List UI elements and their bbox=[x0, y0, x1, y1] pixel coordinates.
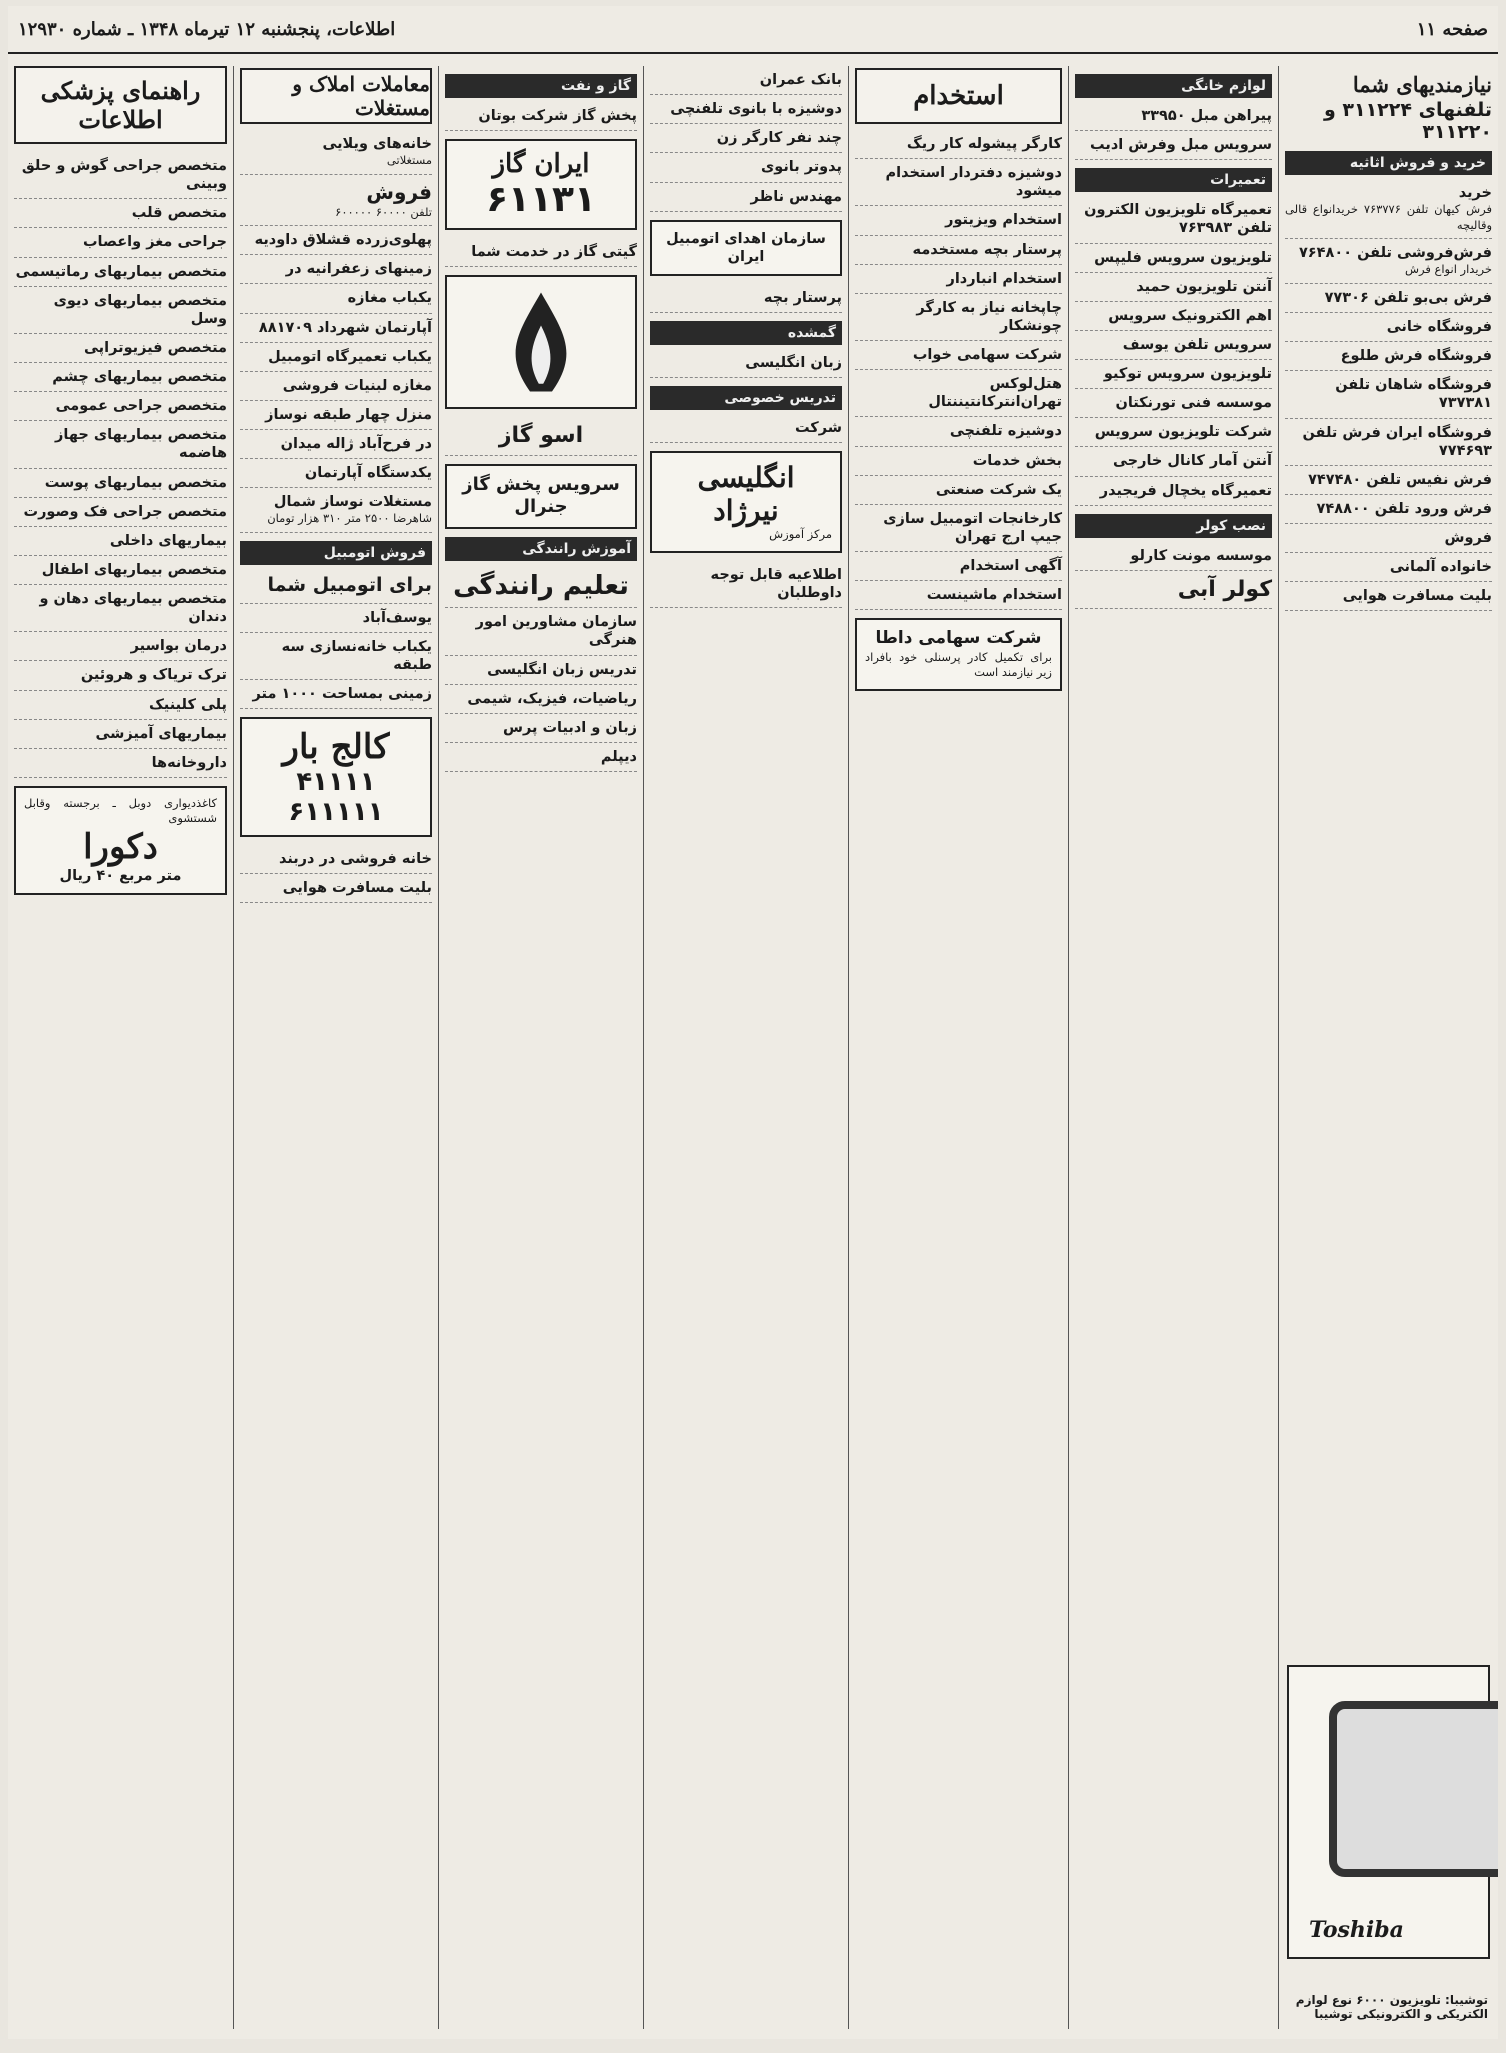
ad-item bbox=[240, 430, 432, 459]
ad-title: ترک تریاک و هروئین bbox=[80, 667, 227, 684]
ad-item bbox=[445, 656, 637, 685]
ad-item bbox=[445, 685, 637, 714]
ad-item bbox=[445, 714, 637, 743]
ad-title: پرستار بچه مستخدمه bbox=[912, 241, 1062, 258]
ad-item bbox=[1285, 495, 1492, 524]
ad-title: متخصص بیماریهای اطفال bbox=[41, 561, 227, 578]
ad-item bbox=[14, 527, 227, 556]
ad-item bbox=[240, 314, 432, 343]
decora-title: دکورا bbox=[83, 826, 158, 867]
notice bbox=[650, 561, 842, 608]
ad-title: کارگر پیشوله کار ریگ bbox=[906, 136, 1062, 152]
toshiba-caption: توشیبا: تلویزیون ۶۰۰۰ نوع لوازم الکتریکی و الکترونیکی توشیبا bbox=[1295, 1993, 1488, 2021]
ad-item bbox=[240, 633, 432, 680]
page-number: صفحه ۱۱ bbox=[1416, 18, 1488, 40]
needs-phones: تلفنهای ۳۱۱۲۲۴ و ۳۱۱۲۲۰ bbox=[1323, 99, 1492, 144]
ad-item bbox=[650, 95, 842, 124]
ad-title: دوشیزه دفتردار استخدام میشود bbox=[885, 165, 1062, 200]
ad-title: منزل چهار طبقه نوساز bbox=[265, 406, 432, 423]
section-lost: گمشده bbox=[650, 321, 842, 345]
data-company-ad bbox=[855, 618, 1062, 690]
section-tutoring: تدریس خصوصی bbox=[650, 386, 842, 410]
ad-item bbox=[240, 226, 432, 255]
ad-item bbox=[1075, 542, 1272, 571]
ad-item bbox=[855, 206, 1062, 235]
ad-item bbox=[240, 488, 432, 533]
ad-item bbox=[650, 349, 842, 378]
ad-title: پخش گاز شرکت بوتان bbox=[478, 108, 637, 124]
real-estate-banner: معاملات املاک و مستغلات bbox=[240, 68, 432, 124]
ad-item bbox=[445, 238, 637, 267]
ad-item bbox=[14, 287, 227, 334]
ad-item bbox=[240, 343, 432, 372]
ad-item bbox=[14, 421, 227, 468]
ad-item bbox=[1075, 418, 1272, 447]
ad-title: جراحی مغز واعصاب bbox=[82, 234, 227, 251]
issue-line: اطلاعات، پنجشنبه ۱۲ تیرماه ۱۳۴۸ ـ شماره ۱۲۹۳۰ bbox=[18, 18, 396, 40]
ad-title: دوشیزه با بانوی تلفنچی bbox=[670, 101, 842, 118]
ad-item bbox=[650, 153, 842, 182]
ad-item bbox=[855, 236, 1062, 265]
ad-item bbox=[240, 680, 432, 709]
iran-gas-title: ایران گاز bbox=[492, 149, 590, 180]
ad-title: کولر آبی bbox=[1177, 576, 1272, 602]
ad-item bbox=[1075, 244, 1272, 273]
ad-title: خانه‌های ویلایی bbox=[322, 136, 432, 152]
ad-title: متخصص جراحی فک وصورت bbox=[23, 503, 227, 520]
english-school-sub: مرکز آموزش bbox=[769, 527, 832, 542]
ad-item bbox=[855, 159, 1062, 206]
column-needs bbox=[1278, 66, 1498, 2029]
ad-title: متخصص قلب bbox=[131, 205, 227, 222]
ad-item bbox=[445, 102, 637, 131]
ad-title: یکباب تعمیرگاه اتومبیل bbox=[268, 348, 432, 365]
ad-item bbox=[1285, 582, 1492, 611]
ad-item bbox=[650, 414, 842, 443]
ad-title: فروش bbox=[366, 179, 432, 204]
column-real-estate bbox=[233, 66, 438, 2029]
section-cars: فروش اتومبیل bbox=[240, 541, 432, 565]
ad-item bbox=[1285, 524, 1492, 553]
ad-title: فرش بی‌بو تلفن ۷۷۳۰۶ bbox=[1324, 289, 1492, 306]
decora-ad bbox=[14, 786, 227, 895]
ad-title: فروشگاه فرش طلوع bbox=[1340, 348, 1492, 365]
section-cooler: نصب کولر bbox=[1075, 514, 1272, 538]
ad-title: یکباب مغازه bbox=[347, 290, 432, 307]
ad-title: پرستار بچه bbox=[763, 289, 842, 306]
ad-item bbox=[1285, 284, 1492, 313]
ad-title: استخدام ماشینست bbox=[926, 587, 1062, 604]
ad-title: متخصص جراحی عمومی bbox=[55, 398, 227, 415]
ad-item bbox=[14, 258, 227, 287]
ad-title: دیپلم bbox=[600, 748, 637, 765]
ad-title: پدوتر بانوی bbox=[760, 159, 842, 176]
ad-item bbox=[14, 363, 227, 392]
ad-item bbox=[240, 255, 432, 284]
ad-title: یوسف‌آباد bbox=[362, 609, 432, 626]
column-gas bbox=[438, 66, 643, 2029]
ad-item bbox=[14, 392, 227, 421]
ad-title: بلیت مسافرت هوایی bbox=[1342, 588, 1492, 605]
english-school-title: انگلیسی نیرژاد bbox=[697, 461, 795, 528]
ad-title: دوشیزه تلفنچی bbox=[949, 423, 1062, 440]
college-bar-ad bbox=[240, 717, 432, 837]
ad-item bbox=[855, 417, 1062, 446]
ad-body: فرش کیهان تلفن ۷۶۳۷۷۶ خریدانواع قالی وقالیچه bbox=[1285, 202, 1492, 232]
ad-title: فروشگاه خانی bbox=[1386, 319, 1492, 336]
ad-item bbox=[855, 581, 1062, 610]
ad-item bbox=[240, 284, 432, 313]
medical-guide-title: راهنمای پزشکی اطلاعات bbox=[14, 66, 227, 144]
ad-item bbox=[1285, 313, 1492, 342]
ad-item bbox=[240, 845, 432, 874]
ad-title: متخصص فیزیوتراپی bbox=[84, 339, 227, 356]
ad-title: فرش نفیس تلفن ۷۴۷۴۸۰ bbox=[1308, 471, 1492, 488]
ad-title: مغازه لبنیات فروشی bbox=[282, 377, 432, 394]
ad-title: گیتی گاز در خدمت شما bbox=[471, 244, 637, 261]
ad-title: پیراهن مبل ۳۳۹۵۰ bbox=[1141, 108, 1272, 124]
ad-item bbox=[240, 401, 432, 430]
ad-item bbox=[855, 505, 1062, 552]
ad-title: متخصص بیماریهای رماتیسمی bbox=[15, 263, 227, 280]
ad-item bbox=[855, 370, 1062, 417]
iran-gas-phone: ۶۱۱۳۱ bbox=[486, 179, 596, 221]
ad-item bbox=[1285, 371, 1492, 418]
ad-item bbox=[855, 552, 1062, 581]
ad-title: بیماریهای آمیزشی bbox=[95, 725, 227, 742]
ad-item bbox=[445, 743, 637, 772]
ad-body: تلفن ۶۰۰۰۰ ۶۰۰۰۰۰ bbox=[335, 204, 432, 219]
ad-title: فرش‌فروشی تلفن ۷۶۴۸۰۰ bbox=[1298, 245, 1492, 262]
ad-title: داروخانه‌ها bbox=[151, 754, 227, 771]
ad-title: تلویزیون سرویس فلیپس bbox=[1094, 249, 1272, 266]
section-driving: آموزش رانندگی bbox=[445, 537, 637, 561]
ad-title: زمینهای زعفرانیه در bbox=[285, 261, 432, 278]
ad-title: سرویس مبل وفرش ادیب bbox=[1090, 137, 1272, 154]
columns bbox=[8, 66, 1498, 2029]
ad-body: مستغلاتی bbox=[386, 153, 432, 168]
ad-item bbox=[14, 720, 227, 749]
ad-item bbox=[650, 284, 842, 313]
ad-title: هتل‌لوکس تهران‌انترکانتیننتال bbox=[928, 376, 1062, 411]
ad-item bbox=[1285, 239, 1492, 284]
ad-item bbox=[1285, 466, 1492, 495]
column-medical bbox=[8, 66, 233, 2029]
ad-item bbox=[855, 341, 1062, 370]
ad-title: موسسه مونت کارلو bbox=[1130, 547, 1272, 564]
ad-item bbox=[1075, 131, 1272, 160]
section-gas: گاز و نفت bbox=[445, 74, 637, 98]
auto-org-ad bbox=[650, 220, 842, 276]
ad-item bbox=[1075, 389, 1272, 418]
ad-title: آنتن آمار کانال خارجی bbox=[1113, 453, 1272, 470]
ad-body: خریدار انواع فرش bbox=[1404, 262, 1492, 277]
ad-title: مستغلات نوساز شمال bbox=[273, 494, 432, 511]
ad-item bbox=[14, 585, 227, 632]
ad-title: متخصص جراحی گوش و حلق وبینی bbox=[21, 158, 227, 193]
ad-title: خانه فروشی در دربند bbox=[278, 851, 432, 868]
ad-item bbox=[14, 498, 227, 527]
ad-title: متخصص بیماریهای چشم bbox=[52, 369, 227, 385]
ad-title: سرویس تلفن یوسف bbox=[1122, 336, 1272, 353]
column-training bbox=[643, 66, 848, 2029]
ad-item bbox=[445, 608, 637, 655]
section-furniture: خرید و فروش اثاثیه bbox=[1285, 151, 1492, 175]
tv-screen-illustration bbox=[1329, 1701, 1498, 1877]
ad-title: تدریس زبان انگلیسی bbox=[487, 661, 637, 678]
ad-title: آگهی استخدام bbox=[959, 558, 1062, 574]
ad-item bbox=[14, 691, 227, 720]
ad-title: متخصص بیماریهای دهان و دندان bbox=[39, 591, 227, 626]
ad-item bbox=[240, 372, 432, 401]
decora-price: متر مربع ۴۰ ریال bbox=[59, 867, 182, 884]
ad-title: زمینی بمساحت ۱۰۰۰ متر bbox=[252, 686, 432, 703]
ad-item bbox=[14, 152, 227, 199]
ad-title: اهم الکترونیک سرویس bbox=[1108, 307, 1272, 324]
ad-title: ریاضیات، فیزیک، شیمی bbox=[467, 690, 637, 707]
ad-title: استخدام ویزیتور bbox=[945, 212, 1062, 229]
ad-title: چند نفر کارگر زن bbox=[716, 130, 842, 147]
ad-item bbox=[1075, 273, 1272, 302]
needs-title: نیازمندیهای شما bbox=[1352, 72, 1492, 97]
ad-title: شرکت سهامی داطا bbox=[875, 628, 1042, 649]
ad-title: پلی کلینیک bbox=[148, 696, 227, 713]
ad-title: بیماریهای داخلی bbox=[109, 532, 227, 549]
ad-title: برای اتومبیل شما bbox=[267, 573, 432, 596]
ad-title: شرکت تلویزیون سرویس bbox=[1094, 424, 1272, 441]
general-gas-ad bbox=[445, 464, 637, 529]
ad-body: برای تکمیل کادر پرسنلی خود بافراد زیر نیازمند است bbox=[865, 649, 1052, 680]
college-title: کالج بار bbox=[282, 727, 390, 768]
english-school-ad bbox=[650, 451, 842, 553]
ad-title: فروشگاه ایران فرش تلفن ۷۷۴۶۹۳ bbox=[1302, 424, 1492, 459]
ad-title: متخصص بیماریهای پوست bbox=[44, 474, 227, 491]
ad-item bbox=[1075, 331, 1272, 360]
ad-title: تلویزیون سرویس توکیو bbox=[1103, 366, 1272, 382]
ad-title: تعمیرگاه تلویزیون الکترون تلفن ۷۶۳۹۸۳ bbox=[1084, 202, 1272, 237]
ad-item bbox=[240, 874, 432, 903]
ad-title: فروش bbox=[1444, 530, 1492, 547]
ad-item bbox=[240, 459, 432, 488]
section-home-appliances: لوازم خانگی bbox=[1075, 74, 1272, 98]
ad-title: خانواده آلمانی bbox=[1389, 559, 1492, 576]
ad-item bbox=[1285, 179, 1492, 239]
ad-item bbox=[14, 228, 227, 257]
ad-title: مهندس ناظر bbox=[750, 188, 842, 205]
ad-title: چاپخانه نیاز به کارگر چونشکار bbox=[916, 299, 1062, 334]
ad-item bbox=[1285, 342, 1492, 371]
toshiba-ad bbox=[1287, 1665, 1490, 2021]
ad-title: متخصص بیماریهای جهاز هاضمه bbox=[55, 427, 227, 462]
ad-item bbox=[240, 130, 432, 175]
ad-item bbox=[1075, 302, 1272, 331]
ad-item bbox=[1075, 477, 1272, 506]
ad-title: شرکت bbox=[794, 420, 842, 437]
ad-item bbox=[240, 569, 432, 604]
ad-title: فرش ورود تلفن ۷۴۸۸۰۰ bbox=[1316, 500, 1492, 517]
ad-item bbox=[855, 130, 1062, 159]
ad-item bbox=[855, 476, 1062, 505]
ad-item bbox=[1075, 102, 1272, 131]
ad-item bbox=[14, 334, 227, 363]
ad-item bbox=[1075, 360, 1272, 389]
ad-title: موسسه فنی تورنکتان bbox=[1115, 395, 1272, 412]
ad-title: تعمیرگاه یخچال فریجیدر bbox=[1099, 482, 1272, 499]
ad-item bbox=[14, 556, 227, 585]
ad-title: سرویس پخش گاز جنرال bbox=[462, 473, 620, 518]
employment-banner: استخدام bbox=[855, 68, 1062, 124]
column-employment bbox=[848, 66, 1068, 2029]
ad-title: بلیت مسافرت هوایی bbox=[282, 880, 432, 897]
newspaper-page bbox=[8, 6, 1498, 2039]
ad-title: پهلوی‌زرده قشلاق داودیه bbox=[254, 232, 432, 249]
ad-item bbox=[855, 447, 1062, 476]
ad-item bbox=[14, 199, 227, 228]
ad-title: کارخانجات اتومبیل سازی جیپ ارج تهران bbox=[883, 510, 1062, 545]
ad-item bbox=[1285, 553, 1492, 582]
ad-item bbox=[650, 124, 842, 153]
esso-gas-ad bbox=[445, 275, 637, 409]
ad-item bbox=[240, 175, 432, 227]
ad-item bbox=[1075, 447, 1272, 476]
ad-title: یک شرکت صنعتی bbox=[935, 481, 1062, 498]
ad-title: بخش خدمات bbox=[972, 452, 1062, 469]
ad-title: آپارتمان شهرداد ۸۸۱۷۰۹ bbox=[258, 319, 432, 336]
ad-item bbox=[240, 604, 432, 633]
ad-item bbox=[14, 661, 227, 690]
ad-item bbox=[650, 183, 842, 212]
ad-title: زبان و ادبیات پرس bbox=[502, 719, 637, 736]
ad-title: متخصص بیماریهای دیوی وسل bbox=[53, 292, 227, 327]
ad-item bbox=[14, 749, 227, 778]
ad-title: یکدستگاه آپارتمان bbox=[304, 465, 432, 482]
ad-title: اطلاعیه قابل توجه داوطلبان bbox=[710, 566, 842, 601]
ad-title: تعلیم رانندگی bbox=[453, 570, 629, 601]
ad-title: سازمان مشاورین امور هنرگی bbox=[475, 614, 637, 649]
ad-item bbox=[445, 565, 637, 609]
ad-item bbox=[445, 417, 637, 456]
flame-icon bbox=[486, 287, 596, 397]
ad-item bbox=[855, 265, 1062, 294]
ad-title: درمان بواسیر bbox=[130, 638, 227, 655]
ad-body: شاهرضا ۲۵۰۰ متر ۳۱۰ هزار تومان bbox=[267, 511, 432, 526]
ad-title: بانک عمران bbox=[759, 72, 842, 88]
ad-title: اسو گاز bbox=[498, 423, 584, 449]
toshiba-logo: Toshiba bbox=[1309, 1917, 1404, 1943]
ad-title: شرکت سهامی خواب bbox=[912, 347, 1062, 363]
ad-title: خرید bbox=[1458, 185, 1492, 202]
section-repairs: تعمیرات bbox=[1075, 168, 1272, 192]
ad-title: سازمان اهدای اتومبیل ایران bbox=[666, 230, 826, 265]
page-header bbox=[8, 6, 1498, 54]
col1-ads bbox=[1285, 179, 1492, 611]
ad-item bbox=[650, 66, 842, 95]
decora-top: کاغذدیواری دوبل ـ برجسته وقابل شستشوی bbox=[24, 795, 217, 826]
ad-title: یکباب خانه‌نسازی سه طبقه bbox=[281, 638, 432, 673]
ad-title: زبان انگلیسی bbox=[745, 355, 842, 371]
ad-item bbox=[1075, 196, 1272, 243]
ad-title: فروشگاه شاهان تلفن ۷۳۷۳۸۱ bbox=[1335, 377, 1492, 412]
column-appliances bbox=[1068, 66, 1278, 2029]
ad-item bbox=[855, 294, 1062, 341]
ad-title: آنتن تلویزیون حمید bbox=[1136, 278, 1272, 295]
ad-item bbox=[14, 632, 227, 661]
iran-gas-ad bbox=[445, 139, 637, 230]
ad-item bbox=[1285, 419, 1492, 466]
ad-title: استخدام انباردار bbox=[946, 270, 1062, 287]
ad-title: در فرح‌آباد ژاله میدان bbox=[280, 436, 432, 453]
ad-item bbox=[1075, 571, 1272, 610]
college-phone: ۴۱۱۱۱ ۶۱۱۱۱۱ bbox=[288, 767, 384, 828]
ad-item bbox=[14, 469, 227, 498]
